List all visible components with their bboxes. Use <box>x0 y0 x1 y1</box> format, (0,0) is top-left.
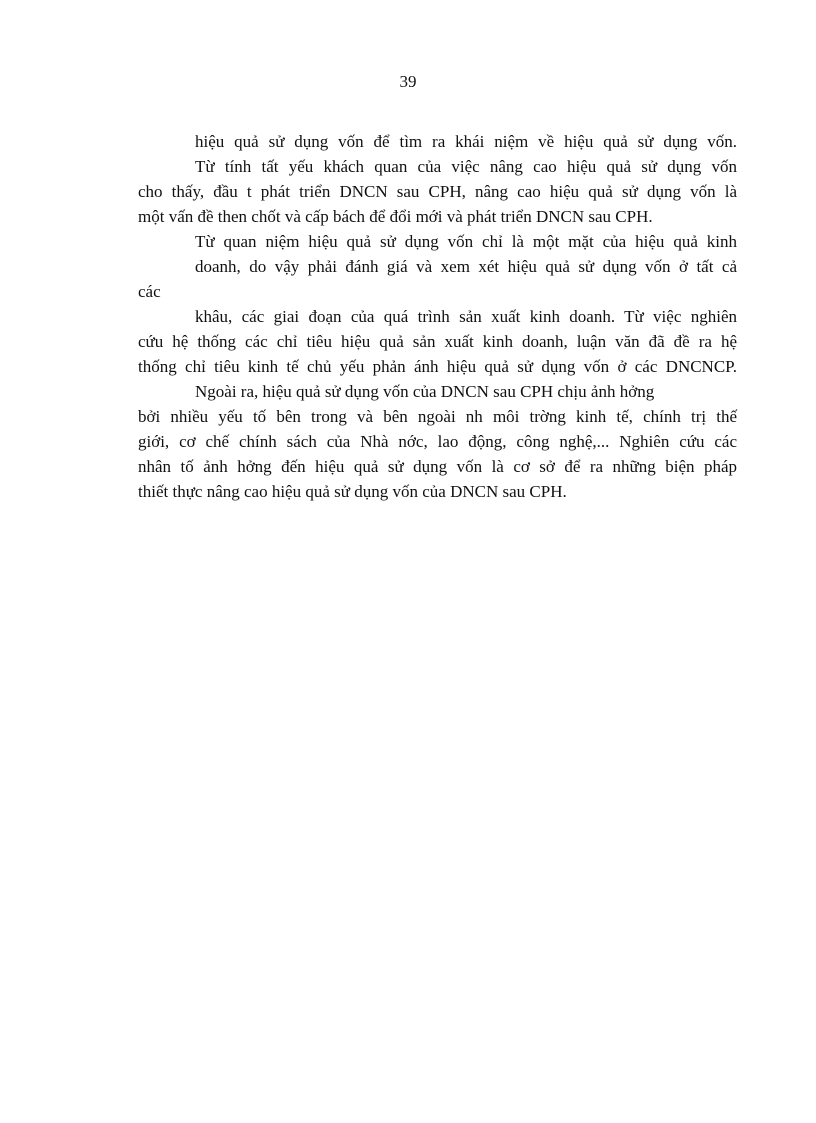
page-number: 39 <box>399 72 417 91</box>
text-line: thiết thực nâng cao hiệu quả sử dụng vốn của DNCN sau CPH. <box>138 482 567 501</box>
text-line: Từ quan niệm hiệu quả sử dụng vốn chỉ là một mặt của hiệu quả kinh <box>195 232 737 251</box>
text-line: doanh, do vậy phải đánh giá và xem xét hiệu quả sử dụng vốn ở tất cả <box>195 257 737 276</box>
text-line: nhân tố ảnh hởng đến hiệu quả sử dụng vốn là cơ sở để ra những biện pháp <box>138 457 737 476</box>
text-line: cứu hệ thống các chỉ tiêu hiệu quả sản xuất kinh doanh, luận văn đã đề ra hệ <box>138 332 737 351</box>
text-line: cho thấy, đầu t phát triển DNCN sau CPH, nâng cao hiệu quả sử dụng vốn là <box>138 182 737 201</box>
text-line: khâu, các giai đoạn của quá trình sản xuất kinh doanh. Từ việc nghiên <box>195 307 737 326</box>
text-line: giới, cơ chế chính sách của Nhà nớc, lao động, công nghệ,... Nghiên cứu các <box>138 432 737 451</box>
text-line: Ngoài ra, hiệu quả sử dụng vốn của DNCN sau CPH chịu ảnh hởng <box>195 382 655 401</box>
text-line: bởi nhiều yếu tố bên trong và bên ngoài nh môi trờng kinh tế, chính trị thế <box>138 407 737 426</box>
text-line: hiệu quả sử dụng vốn để tìm ra khái niệm về hiệu quả sử dụng vốn. <box>195 132 737 151</box>
body-text <box>138 129 737 504</box>
text-line: Từ tính tất yếu khách quan của việc nâng cao hiệu quả sử dụng vốn <box>195 157 737 176</box>
text-line: thống chỉ tiêu kinh tế chủ yếu phản ánh hiệu quả sử dụng vốn ở các DNCNCP. <box>138 357 737 376</box>
text-line: một vấn đề then chốt và cấp bách để đổi mới và phát triển DNCN sau CPH. <box>138 207 653 226</box>
text-line: các <box>138 282 161 301</box>
